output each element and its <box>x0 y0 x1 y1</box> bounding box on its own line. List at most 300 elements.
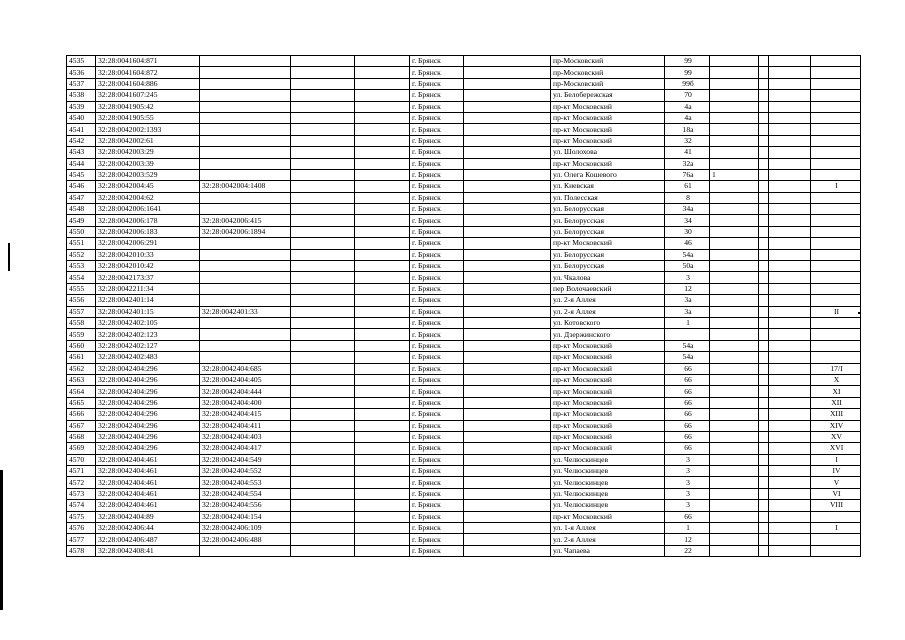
building-cell <box>710 295 759 306</box>
col12-cell <box>769 431 811 442</box>
city-cell: г. Брянск <box>410 101 464 112</box>
col12-cell <box>769 545 811 556</box>
cadastral-number-cell: 32:28:0042404:461 <box>96 488 200 499</box>
table-row <box>67 112 861 123</box>
col4-cell <box>291 306 355 317</box>
col12-cell <box>769 523 811 534</box>
premises-cell <box>811 511 861 522</box>
col11-cell <box>759 215 769 226</box>
cadastral-number-cell: 32:28:0042404:296 <box>96 431 200 442</box>
premises-cell <box>811 78 861 89</box>
building-cell <box>710 409 759 420</box>
city-cell: г. Брянск <box>410 181 464 192</box>
col7-cell <box>464 238 551 249</box>
street-cell: ул. Дзержинского <box>551 329 665 340</box>
col12-cell <box>769 454 811 465</box>
table-row <box>67 317 861 328</box>
col11-cell <box>759 90 769 101</box>
cadastral-number-cell: 32:28:0041607:245 <box>96 90 200 101</box>
table-row <box>67 192 861 203</box>
house-number-cell: 18а <box>665 124 710 135</box>
house-number-cell: 66 <box>665 374 710 385</box>
col7-cell <box>464 454 551 465</box>
col7-cell <box>464 466 551 477</box>
table-row <box>67 169 861 180</box>
premises-cell: X <box>811 374 861 385</box>
table-row <box>67 272 861 283</box>
col7-cell <box>464 101 551 112</box>
col11-cell <box>759 204 769 215</box>
row-number-cell: 4563 <box>67 374 96 385</box>
col12-cell <box>769 352 811 363</box>
city-cell: г. Брянск <box>410 329 464 340</box>
cadastral-number-cell: 32:28:0042404:461 <box>96 454 200 465</box>
premises-cell <box>811 238 861 249</box>
table-row <box>67 477 861 488</box>
object-number-cell <box>200 272 291 283</box>
col11-cell <box>759 295 769 306</box>
city-cell: г. Брянск <box>410 147 464 158</box>
street-cell: пр-кт Московский <box>551 340 665 351</box>
cadastral-number-cell: 32:28:0042010:33 <box>96 249 200 260</box>
cadastral-number-cell: 32:28:0042404:461 <box>96 477 200 488</box>
col4-cell <box>291 169 355 180</box>
col12-cell <box>769 329 811 340</box>
row-number-cell: 4543 <box>67 147 96 158</box>
table-row <box>67 67 861 78</box>
table-row <box>67 340 861 351</box>
col12-cell <box>769 215 811 226</box>
house-number-cell: 41 <box>665 147 710 158</box>
col7-cell <box>464 204 551 215</box>
house-number-cell: 66 <box>665 386 710 397</box>
col7-cell <box>464 90 551 101</box>
premises-cell: XIII <box>811 409 861 420</box>
table-row <box>67 500 861 511</box>
col11-cell <box>759 283 769 294</box>
col7-cell <box>464 409 551 420</box>
street-cell: ул. 2-я Аллея <box>551 534 665 545</box>
row-number-cell: 4578 <box>67 545 96 556</box>
col5-cell <box>355 238 410 249</box>
row-number-cell: 4545 <box>67 169 96 180</box>
row-number-cell: 4536 <box>67 67 96 78</box>
col11-cell <box>759 78 769 89</box>
table-row <box>67 397 861 408</box>
premises-cell: I <box>811 454 861 465</box>
building-cell <box>710 443 759 454</box>
col5-cell <box>355 409 410 420</box>
object-number-cell: 32:28:0042406:109 <box>200 523 291 534</box>
street-cell: ул. Белобережская <box>551 90 665 101</box>
row-number-cell: 4575 <box>67 511 96 522</box>
col12-cell <box>769 101 811 112</box>
col11-cell <box>759 545 769 556</box>
house-number-cell: 66 <box>665 420 710 431</box>
col7-cell <box>464 124 551 135</box>
premises-cell <box>811 204 861 215</box>
cadastral-number-cell: 32:28:0041905:42 <box>96 101 200 112</box>
house-number-cell: 30 <box>665 226 710 237</box>
premises-cell <box>811 158 861 169</box>
premises-cell: 17/I <box>811 363 861 374</box>
street-cell: пр-кт Московский <box>551 443 665 454</box>
street-cell: ул. Челюскинцев <box>551 488 665 499</box>
house-number-cell: 99б <box>665 78 710 89</box>
house-number-cell: 8 <box>665 192 710 203</box>
building-cell <box>710 181 759 192</box>
table-row <box>67 431 861 442</box>
col11-cell <box>759 523 769 534</box>
col12-cell <box>769 443 811 454</box>
table-row <box>67 363 861 374</box>
table-row <box>67 545 861 556</box>
col4-cell <box>291 466 355 477</box>
city-cell: г. Брянск <box>410 374 464 385</box>
col5-cell <box>355 306 410 317</box>
col5-cell <box>355 431 410 442</box>
col7-cell <box>464 295 551 306</box>
row-number-cell: 4544 <box>67 158 96 169</box>
table-row <box>67 215 861 226</box>
premises-cell <box>811 226 861 237</box>
city-cell: г. Брянск <box>410 56 464 67</box>
col11-cell <box>759 420 769 431</box>
row-number-cell: 4535 <box>67 56 96 67</box>
col11-cell <box>759 431 769 442</box>
table-row <box>67 135 861 146</box>
object-number-cell: 32:28:0042404:154 <box>200 511 291 522</box>
house-number-cell: 66 <box>665 363 710 374</box>
premises-cell <box>811 124 861 135</box>
row-number-cell: 4571 <box>67 466 96 477</box>
city-cell: г. Брянск <box>410 477 464 488</box>
col4-cell <box>291 363 355 374</box>
col11-cell <box>759 306 769 317</box>
street-cell: ул. Челюскинцев <box>551 477 665 488</box>
table-row <box>67 158 861 169</box>
street-cell: ул. Котовского <box>551 317 665 328</box>
house-number-cell: 66 <box>665 511 710 522</box>
col4-cell <box>291 272 355 283</box>
building-cell <box>710 56 759 67</box>
city-cell: г. Брянск <box>410 443 464 454</box>
col7-cell <box>464 112 551 123</box>
col7-cell <box>464 283 551 294</box>
building-cell <box>710 78 759 89</box>
city-cell: г. Брянск <box>410 466 464 477</box>
col5-cell <box>355 272 410 283</box>
cadastral-number-cell: 32:28:0042404:296 <box>96 409 200 420</box>
city-cell: г. Брянск <box>410 431 464 442</box>
premises-cell <box>811 67 861 78</box>
col4-cell <box>291 78 355 89</box>
col4-cell <box>291 124 355 135</box>
col11-cell <box>759 101 769 112</box>
row-number-cell: 4564 <box>67 386 96 397</box>
object-number-cell: 32:28:0042406:488 <box>200 534 291 545</box>
building-cell <box>710 329 759 340</box>
street-cell: пр-кт Московский <box>551 158 665 169</box>
street-cell: пр-Московский <box>551 67 665 78</box>
city-cell: г. Брянск <box>410 215 464 226</box>
col11-cell <box>759 112 769 123</box>
object-number-cell <box>200 90 291 101</box>
cadastral-number-cell: 32:28:0042006:183 <box>96 226 200 237</box>
row-number-cell: 4557 <box>67 306 96 317</box>
premises-cell: I <box>811 181 861 192</box>
city-cell: г. Брянск <box>410 545 464 556</box>
street-cell: пр-кт Московский <box>551 374 665 385</box>
col4-cell <box>291 67 355 78</box>
street-cell: пр-кт Московский <box>551 511 665 522</box>
col7-cell <box>464 374 551 385</box>
premises-cell <box>811 249 861 260</box>
col11-cell <box>759 500 769 511</box>
premises-cell <box>811 272 861 283</box>
premises-cell <box>811 317 861 328</box>
row-number-cell: 4570 <box>67 454 96 465</box>
col12-cell <box>769 374 811 385</box>
col4-cell <box>291 147 355 158</box>
cadastral-number-cell: 32:28:0042003:39 <box>96 158 200 169</box>
premises-cell: XVI <box>811 443 861 454</box>
col4-cell <box>291 238 355 249</box>
object-number-cell: 32:28:0042401:33 <box>200 306 291 317</box>
house-number-cell: 22 <box>665 545 710 556</box>
house-number-cell: 12 <box>665 283 710 294</box>
object-number-cell: 32:28:0042404:411 <box>200 420 291 431</box>
col5-cell <box>355 192 410 203</box>
house-number-cell: 3а <box>665 306 710 317</box>
table-row <box>67 261 861 272</box>
row-number-cell: 4562 <box>67 363 96 374</box>
object-number-cell <box>200 295 291 306</box>
row-number-cell: 4538 <box>67 90 96 101</box>
building-cell <box>710 101 759 112</box>
house-number-cell: 54а <box>665 352 710 363</box>
building-cell <box>710 226 759 237</box>
col7-cell <box>464 340 551 351</box>
house-number-cell: 1 <box>665 317 710 328</box>
street-cell: ул. Белорусская <box>551 215 665 226</box>
table-row <box>67 124 861 135</box>
object-number-cell: 32:28:0042006:415 <box>200 215 291 226</box>
col5-cell <box>355 477 410 488</box>
col12-cell <box>769 181 811 192</box>
object-number-cell <box>200 329 291 340</box>
object-number-cell: 32:28:0042404:405 <box>200 374 291 385</box>
col5-cell <box>355 215 410 226</box>
col12-cell <box>769 500 811 511</box>
col4-cell <box>291 90 355 101</box>
house-number-cell: 54а <box>665 249 710 260</box>
row-number-cell: 4560 <box>67 340 96 351</box>
premises-cell <box>811 295 861 306</box>
col7-cell <box>464 477 551 488</box>
city-cell: г. Брянск <box>410 352 464 363</box>
object-number-cell <box>200 147 291 158</box>
col11-cell <box>759 192 769 203</box>
cadastral-number-cell: 32:28:0041905:55 <box>96 112 200 123</box>
table-row <box>67 329 861 340</box>
col11-cell <box>759 158 769 169</box>
street-cell: ул. 2-я Аллея <box>551 295 665 306</box>
cadastral-number-cell: 32:28:0042003:29 <box>96 147 200 158</box>
col4-cell <box>291 488 355 499</box>
col12-cell <box>769 226 811 237</box>
house-number-cell: 3 <box>665 272 710 283</box>
street-cell: ул. 2-я Аллея <box>551 306 665 317</box>
cadastral-number-cell: 32:28:0042404:296 <box>96 386 200 397</box>
city-cell: г. Брянск <box>410 511 464 522</box>
building-cell <box>710 192 759 203</box>
table-row <box>67 147 861 158</box>
building-cell <box>710 135 759 146</box>
col12-cell <box>769 249 811 260</box>
col11-cell <box>759 272 769 283</box>
street-cell: пр-кт Московский <box>551 352 665 363</box>
col5-cell <box>355 500 410 511</box>
col12-cell <box>769 295 811 306</box>
col12-cell <box>769 420 811 431</box>
city-cell: г. Брянск <box>410 454 464 465</box>
object-number-cell: 32:28:0042004:1408 <box>200 181 291 192</box>
col5-cell <box>355 352 410 363</box>
cadastral-number-cell: 32:28:0042010:42 <box>96 261 200 272</box>
table-row <box>67 454 861 465</box>
col12-cell <box>769 306 811 317</box>
col4-cell <box>291 534 355 545</box>
building-cell <box>710 397 759 408</box>
col7-cell <box>464 386 551 397</box>
col4-cell <box>291 204 355 215</box>
cadastral-number-cell: 32:28:0042408:41 <box>96 545 200 556</box>
col5-cell <box>355 329 410 340</box>
street-cell: ул. 1-я Аллея <box>551 523 665 534</box>
col11-cell <box>759 226 769 237</box>
row-number-cell: 4541 <box>67 124 96 135</box>
col5-cell <box>355 261 410 272</box>
row-number-cell: 4559 <box>67 329 96 340</box>
cadastral-number-cell: 32:28:0042404:296 <box>96 420 200 431</box>
col12-cell <box>769 340 811 351</box>
premises-cell <box>811 90 861 101</box>
house-number-cell <box>665 329 710 340</box>
col12-cell <box>769 204 811 215</box>
house-number-cell: 3 <box>665 477 710 488</box>
street-cell: ул. Челюскинцев <box>551 454 665 465</box>
row-number-cell: 4561 <box>67 352 96 363</box>
street-cell: пр-Московский <box>551 56 665 67</box>
col4-cell <box>291 181 355 192</box>
street-cell: ул. Киевская <box>551 181 665 192</box>
street-cell: ул. Белорусская <box>551 204 665 215</box>
col11-cell <box>759 261 769 272</box>
row-number-cell: 4549 <box>67 215 96 226</box>
building-cell <box>710 466 759 477</box>
col7-cell <box>464 192 551 203</box>
building-cell <box>710 124 759 135</box>
object-number-cell: 32:28:0042404:552 <box>200 466 291 477</box>
col12-cell <box>769 534 811 545</box>
city-cell: г. Брянск <box>410 523 464 534</box>
col7-cell <box>464 500 551 511</box>
col5-cell <box>355 158 410 169</box>
table-body <box>67 56 861 557</box>
city-cell: г. Брянск <box>410 238 464 249</box>
col12-cell <box>769 67 811 78</box>
col12-cell <box>769 511 811 522</box>
city-cell: г. Брянск <box>410 158 464 169</box>
city-cell: г. Брянск <box>410 261 464 272</box>
col5-cell <box>355 283 410 294</box>
street-cell: ул. Челюскинцев <box>551 466 665 477</box>
col11-cell <box>759 352 769 363</box>
street-cell: ул. Белорусская <box>551 261 665 272</box>
cadastral-number-cell: 32:28:0042404:296 <box>96 374 200 385</box>
col7-cell <box>464 158 551 169</box>
premises-cell <box>811 329 861 340</box>
cadastral-number-cell: 32:28:0042006:178 <box>96 215 200 226</box>
city-cell: г. Брянск <box>410 169 464 180</box>
object-number-cell: 32:28:0042404:549 <box>200 454 291 465</box>
col7-cell <box>464 56 551 67</box>
col12-cell <box>769 158 811 169</box>
cadastral-number-cell: 32:28:0042404:296 <box>96 363 200 374</box>
table-row <box>67 306 861 317</box>
col11-cell <box>759 329 769 340</box>
col11-cell <box>759 340 769 351</box>
city-cell: г. Брянск <box>410 226 464 237</box>
col5-cell <box>355 147 410 158</box>
table-row <box>67 249 861 260</box>
premises-cell <box>811 352 861 363</box>
row-number-cell: 4550 <box>67 226 96 237</box>
col11-cell <box>759 386 769 397</box>
table-row <box>67 488 861 499</box>
premises-cell: XI <box>811 386 861 397</box>
table-row <box>67 181 861 192</box>
col11-cell <box>759 374 769 385</box>
col4-cell <box>291 340 355 351</box>
row-number-cell: 4558 <box>67 317 96 328</box>
col7-cell <box>464 431 551 442</box>
col12-cell <box>769 169 811 180</box>
col11-cell <box>759 238 769 249</box>
city-cell: г. Брянск <box>410 317 464 328</box>
col4-cell <box>291 500 355 511</box>
object-number-cell <box>200 101 291 112</box>
cadastral-number-cell: 32:28:0042406:44 <box>96 523 200 534</box>
street-cell: пр-кт Московский <box>551 124 665 135</box>
col4-cell <box>291 215 355 226</box>
house-number-cell: 34 <box>665 215 710 226</box>
col5-cell <box>355 397 410 408</box>
object-number-cell: 32:28:0042404:403 <box>200 431 291 442</box>
house-number-cell: 3а <box>665 295 710 306</box>
house-number-cell: 46 <box>665 238 710 249</box>
object-number-cell <box>200 352 291 363</box>
col4-cell <box>291 261 355 272</box>
col12-cell <box>769 283 811 294</box>
building-cell <box>710 272 759 283</box>
object-number-cell: 32:28:0042404:417 <box>200 443 291 454</box>
col4-cell <box>291 317 355 328</box>
col5-cell <box>355 67 410 78</box>
premises-cell: I <box>811 523 861 534</box>
object-number-cell <box>200 283 291 294</box>
